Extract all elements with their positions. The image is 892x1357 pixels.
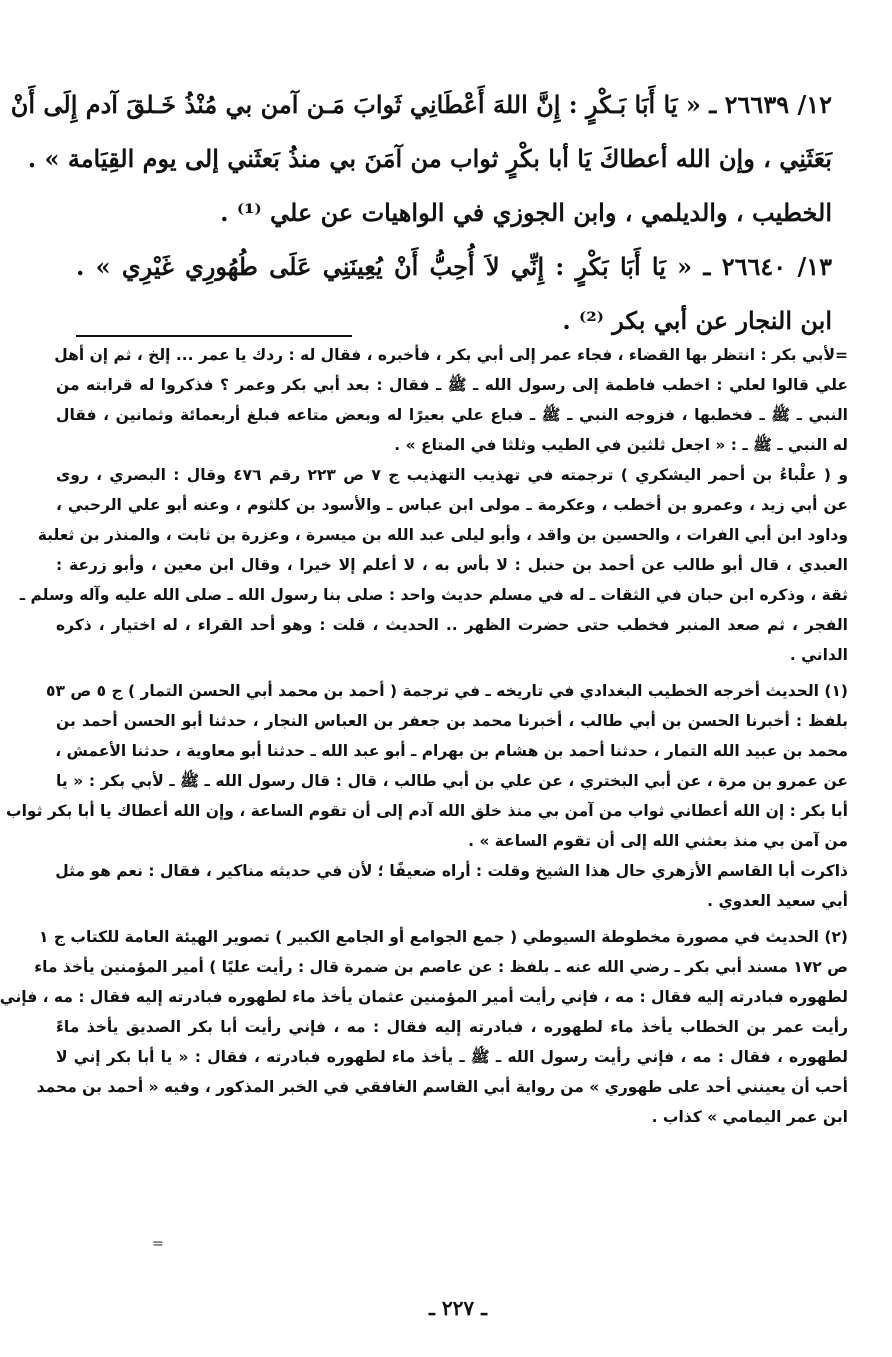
- footnote-line: وداود ابن أبي الفرات ، والحسين بن واقد ، وأبو ليلى عبد الله بن ميسرة ، وعزرة بن ثابت ، والمنذر بن ثعلبة: [37, 526, 848, 544]
- footnote-line: بلفظ : أخبرنا الحسن بن أبي طالب ، أخبرنا محمد بن جعفر بن العباس النجار ، حدثنا أبو الحسن أحمد بن: [56, 712, 848, 730]
- footnote-line: ذاكرت أبا القاسم الأزهري حال هذا الشيخ وقلت : أراه ضعيفًا ؛ لأن في حديثه مناكير ، فقال : نعم هو مثل: [55, 862, 848, 880]
- footnote-divider: [76, 335, 352, 337]
- footnotes: [0, 340, 848, 1132]
- source-line: ابن النجار عن أبي بكر ⁽²⁾ .: [562, 306, 832, 335]
- hadith-line: بَعَثَنِي ، وإن الله أعطاكَ يَا أبا بكْرٍ ثواب من آمَنَ بي منذُ بَعثَني إلى يوم القِيَامة » .: [27, 144, 832, 173]
- footnote-line: و ( علْباءُ بن أحمر اليشكري ) ترجمته في تهذيب التهذيب ج ٧ ص ٢٢٣ رقم ٤٧٦ وقال : البصري ، روى: [56, 466, 848, 484]
- footnote-line: النبي ـ ﷺ ـ فخطبها ، فزوجه النبي ـ ﷺ ـ فباع علي بعيرًا له وبعض متاعه فبلغ أربعمائة وثمانين ، فقال: [56, 406, 848, 424]
- footnote-line: ابن عمر اليمامي » كذاب .: [651, 1108, 848, 1126]
- footnote-line: أبي سعيد العدوي .: [707, 892, 848, 910]
- footnote-line: لطهوره ، فقال : مه ، فإني رأيت رسول الله ـ ﷺ ـ يأخذ ماء لطهوره فبادرته ، فقال : « يا أبا بكر إني لا: [56, 1048, 848, 1066]
- footnote-line: =لأبي بكر : انتظر بها القضاء ، فجاء عمر إلى أبي بكر ، فأخبره ، فقال له : ردك يا عمر ... إلخ ، ثم إن أهل: [54, 346, 848, 364]
- footnote-line: علي قالوا لعلي : اخطب فاطمة إلى رسول الله ـ ﷺ ـ فقال : بعد أبي بكر وعمر ؟ فذكروا له قرابته من: [56, 376, 848, 394]
- hadith-line: ١٢/ ٢٦٦٣٩ ـ « يَا أَبَا بَـكْرٍ : إِنَّ اللهَ أَعْطَانِي ثَوابَ مَـن آمن بي مُنْذُ خَـلقَ آدم إِلَى أَنْ: [10, 90, 832, 119]
- footnote-line: ص ١٧٢ مسند أبي بكر ـ رضي الله عنه ـ بلفظ : عن عاصم بن ضمرة قال : رأيت عليًا ) أمير المؤمنين يأخذ ماء: [34, 958, 848, 976]
- footnote-line: رأيت عمر بن الخطاب يأخذ ماء لطهوره ، فبادرته إليه فقال : مه ، فإني رأيت أبا بكر الصديق يأخذ ماءً: [56, 1018, 848, 1036]
- footnote-line: أحب أن يعينني أحد على طهوري » من رواية أبي القاسم الغافقي في الخبر المذكور ، وفيه « أحمد بن محمد: [36, 1078, 848, 1096]
- footnote-line: من آمن بي منذ بعثني الله إلى أن تقوم الساعة » .: [468, 832, 848, 850]
- margin-mark: =: [152, 1236, 164, 1252]
- footnote-line: عن عمرو بن مرة ، عن أبي البختري ، عن علي بن أبي طالب ، قال : قال رسول الله ـ ﷺ ـ لأبي بكر : « يا: [56, 772, 848, 790]
- hadith-line: ١٣/ ٢٦٦٤٠ ـ « يَا أَبَا بَكْرٍ : إِنِّي لاَ أُحِبُّ أَنْ يُعِينَنِي عَلَى طُهُورِي غَيْرِي » .: [76, 252, 832, 281]
- footnote-line: الداني .: [789, 646, 848, 664]
- footnote-2: [0, 922, 848, 1132]
- footnote-continuation: [19, 340, 848, 670]
- main-text: [10, 78, 832, 348]
- source-line: الخطيب ، والديلمي ، وابن الجوزي في الواهيات عن علي ⁽¹⁾ .: [220, 198, 832, 227]
- footnote-line: أبا بكر : إن الله أعطاني ثواب من آمن بي منذ خلق الله آدم إلى أن تقوم الساعة ، وإن الله أعطاك يا أبا بكر ثواب: [6, 802, 848, 820]
- footnote-line: (١) الحديث أخرجه الخطيب البغدادي في تاريخه ـ في ترجمة ( أحمد بن محمد أبي الحسن التمار ) ج ٥ ص ٥٣: [46, 682, 848, 700]
- footnote-1: [6, 676, 848, 916]
- footnote-line: عن أبي زيد ، وعمرو بن أخطب ، وعكرمة ـ مولى ابن عباس ـ والأسود بن كلثوم ، وعنه أبو علي الرحبي ،: [56, 496, 848, 514]
- page-number: ـ ٢٢٧ ـ: [429, 1296, 487, 1320]
- footnote-line: ثقة ، وذكره ابن حبان في الثقات ـ له في مسلم حديث واحد : صلى بنا رسول الله ـ صلى الله عليه وآله وسلم ـ: [19, 586, 848, 604]
- footnote-line: الفجر ، ثم صعد المنبر فخطب حتى حضرت الظهر .. الحديث ، قلت : وهو أحد القراء ، له اختيار ، ذكره: [56, 616, 848, 634]
- footnote-line: (٢) الحديث في مصورة مخطوطة السيوطي ( جمع الجوامع أو الجامع الكبير ) تصوير الهيئة العامة للكتاب ج ١: [38, 928, 848, 946]
- footnote-line: لطهوره فبادرته إليه فقال : مه ، فإني رأيت أمير المؤمنين عثمان يأخذ ماء لطهوره فبادرته إليه فقال : مه ، فإني: [0, 988, 848, 1006]
- footnote-line: العبدي ، قال أبو طالب عن أحمد بن حنبل : لا بأس به ، لا أعلم إلا خيرا ، وقال ابن معين ، وأبو زرعة :: [56, 556, 848, 574]
- footnote-line: له النبي ـ ﷺ ـ : « اجعل ثلثين في الطيب وثلثا في المتاع » .: [394, 436, 848, 454]
- footnote-line: محمد بن عبيد الله التمار ، حدثنا أحمد بن هشام بن بهرام ـ أبو عبد الله ـ حدثنا أبو معاوية ، حدثنا الأعمش ،: [55, 742, 848, 760]
